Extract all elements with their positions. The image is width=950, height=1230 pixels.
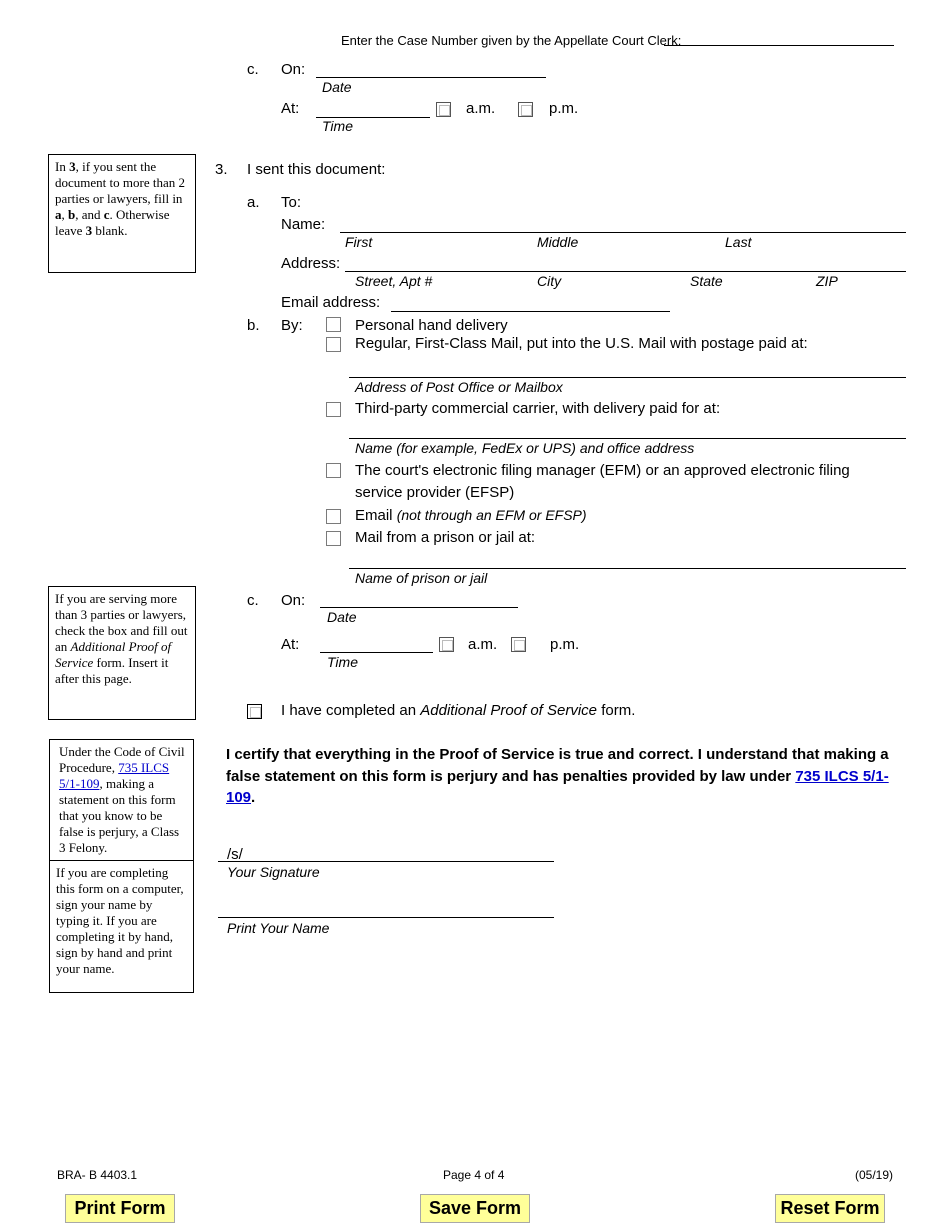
prison-mail-checkbox[interactable]	[326, 531, 341, 546]
page-number: Page 4 of 4	[443, 1168, 505, 1182]
section3-on-label: On:	[281, 592, 306, 609]
reset-form-button[interactable]: Reset Form	[775, 1194, 885, 1223]
section3-time-field[interactable]	[320, 652, 433, 653]
section3-time-caption: Time	[327, 654, 358, 670]
efm-label-line1: The court's electronic filing manager (EFM) or an approved electronic filing	[355, 462, 850, 479]
top-date-caption: Date	[322, 79, 352, 95]
prison-name-field[interactable]	[349, 568, 906, 569]
email-address-field[interactable]	[391, 311, 670, 312]
section3-c-letter: c.	[247, 592, 259, 609]
signature-value: /s/	[227, 846, 243, 863]
email-address-label: Email address:	[281, 294, 381, 311]
section3-pm-label: p.m.	[550, 636, 580, 653]
section3-am-checkbox[interactable]	[439, 637, 454, 652]
prison-mail-label: Mail from a prison or jail at:	[355, 529, 536, 546]
top-c-letter: c.	[247, 61, 259, 78]
name-label: Name:	[281, 216, 326, 233]
street-caption: Street, Apt #	[355, 273, 433, 289]
sidebar-note-section3: In 3, if you sent the document to more than 2 parties or lawyers, fill in a, b, and c. Otherwise leave 3 blank.	[48, 154, 196, 273]
print-form-button[interactable]: Print Form	[65, 1194, 175, 1223]
section3-title: I sent this document:	[247, 161, 386, 178]
top-am-label: a.m.	[466, 100, 496, 117]
email-service-checkbox[interactable]	[326, 509, 341, 524]
sidebar-note-additional-service: If you are serving more than 3 parties or lawyers, check the box and fill out an Additional Proof of Service form. Insert it after this page.	[48, 586, 196, 720]
print-name-caption: Print Your Name	[227, 920, 330, 936]
commercial-carrier-checkbox[interactable]	[326, 402, 341, 417]
commercial-carrier-label: Third-party commercial carrier, with delivery paid for at:	[355, 400, 721, 417]
certification-ilcs-link[interactable]: 735 ILCS 5/1-109	[226, 767, 889, 806]
name-field[interactable]	[340, 232, 906, 233]
top-date-field[interactable]	[316, 77, 546, 78]
state-caption: State	[690, 273, 723, 289]
additional-proof-label: I have completed an Additional Proof of Service form.	[281, 702, 636, 719]
zip-caption: ZIP	[816, 273, 838, 289]
section3-pm-checkbox[interactable]	[511, 637, 526, 652]
section3-a-letter: a.	[247, 194, 260, 211]
first-class-mail-label: Regular, First-Class Mail, put into the U.S. Mail with postage paid at:	[355, 335, 808, 352]
personal-delivery-checkbox[interactable]	[326, 317, 341, 332]
carrier-address-field[interactable]	[349, 438, 906, 439]
save-form-button[interactable]: Save Form	[420, 1194, 530, 1223]
form-code: BRA- B 4403.1	[57, 1168, 138, 1182]
top-pm-checkbox[interactable]	[518, 102, 533, 117]
efm-label-line2: service provider (EFSP)	[355, 484, 515, 501]
print-name-field[interactable]	[218, 917, 554, 918]
efm-checkbox[interactable]	[326, 463, 341, 478]
section3-date-caption: Date	[327, 609, 357, 625]
top-on-label: On:	[281, 61, 306, 78]
section3-b-letter: b.	[247, 317, 260, 334]
prison-name-caption: Name of prison or jail	[355, 570, 488, 586]
section3-date-field[interactable]	[320, 607, 518, 608]
first-class-mail-checkbox[interactable]	[326, 337, 341, 352]
case-number-label: Enter the Case Number given by the Appellate Court Clerk:	[341, 33, 682, 48]
certification-statement: I certify that everything in the Proof of Service is true and correct. I understand that making a false statement on this form is perjury and has penalties provided by law under 735 ILCS 5/1-109.	[226, 746, 889, 806]
signature-caption: Your Signature	[227, 864, 320, 880]
section3-am-label: a.m.	[468, 636, 498, 653]
additional-proof-checkbox[interactable]	[247, 704, 262, 719]
sidebar-ilcs-link[interactable]: 735 ILCS 5/1-109	[59, 760, 170, 791]
last-caption: Last	[725, 234, 752, 250]
signature-field[interactable]	[218, 861, 554, 862]
case-number-field[interactable]	[664, 45, 894, 46]
personal-delivery-label: Personal hand delivery	[355, 317, 508, 334]
city-caption: City	[537, 273, 562, 289]
top-at-label: At:	[281, 100, 300, 117]
mail-address-field[interactable]	[349, 377, 906, 378]
first-caption: First	[345, 234, 373, 250]
address-label: Address:	[281, 255, 341, 272]
middle-caption: Middle	[537, 234, 579, 250]
mail-address-caption: Address of Post Office or Mailbox	[355, 379, 563, 395]
carrier-address-caption: Name (for example, FedEx or UPS) and office address	[355, 440, 695, 456]
sidebar-note-perjury: Under the Code of Civil Procedure, 735 ILCS 5/1-109, making a statement on this form that you know to be false is perjury, a Class 3 Felony.	[49, 739, 194, 861]
to-label: To:	[281, 194, 302, 211]
section3-at-label: At:	[281, 636, 300, 653]
top-pm-label: p.m.	[549, 100, 579, 117]
form-date: (05/19)	[855, 1168, 894, 1182]
section3-number: 3.	[215, 161, 228, 178]
top-am-checkbox[interactable]	[436, 102, 451, 117]
email-service-label: Email (not through an EFM or EFSP)	[355, 507, 587, 524]
address-field[interactable]	[345, 271, 906, 272]
top-time-caption: Time	[322, 118, 353, 134]
sidebar-note-signing: If you are completing this form on a computer, sign your name by typing it. If you are completing it by hand, sign by hand and print your name.	[49, 860, 194, 993]
by-label: By:	[281, 317, 303, 334]
